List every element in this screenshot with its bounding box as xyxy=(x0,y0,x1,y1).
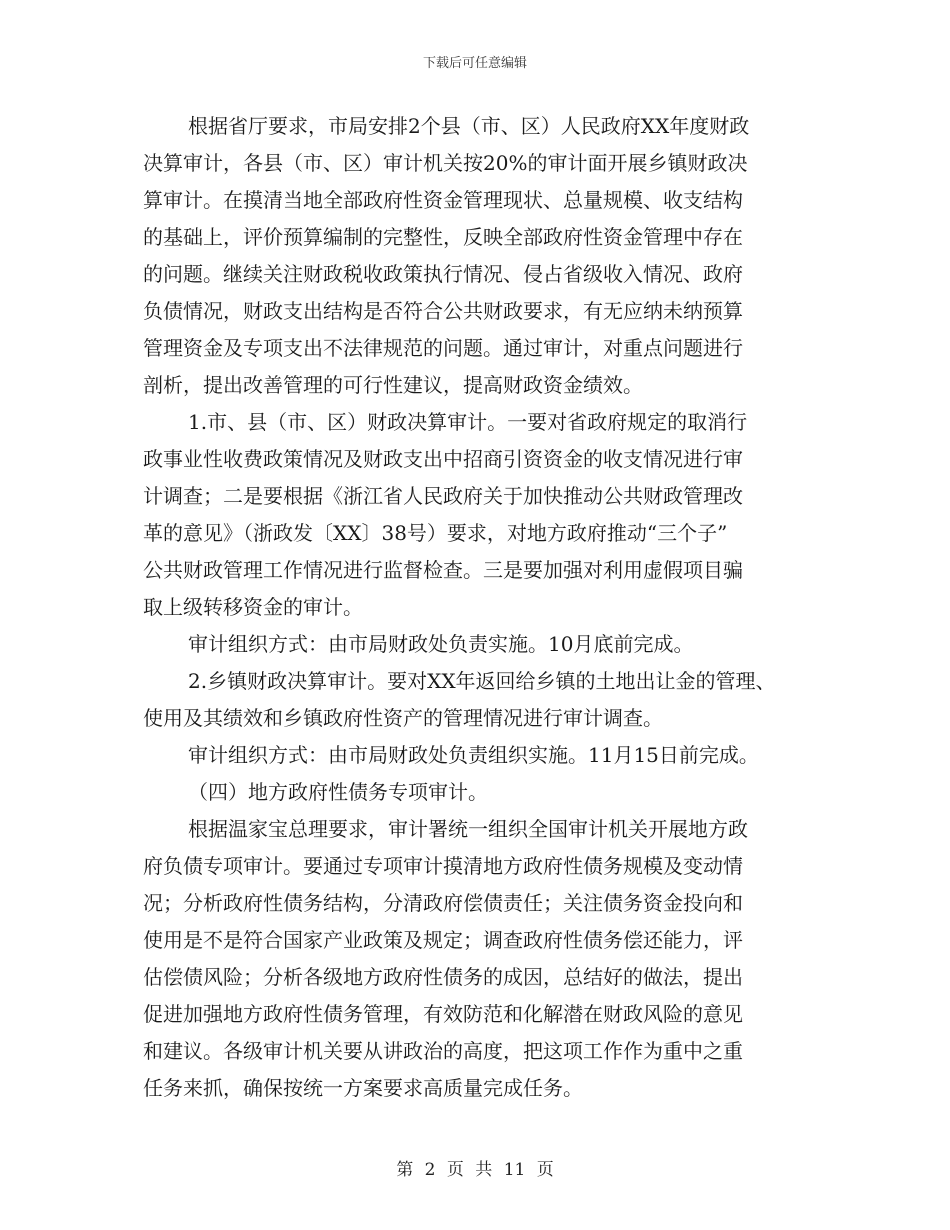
paragraph-line: 和建议。各级审计机关要从讲政治的高度，把这项工作作为重中之重 xyxy=(143,1039,743,1063)
paragraph-line: 1.市、县（市、区）财政决算审计。一要对省政府规定的取消行 xyxy=(188,410,748,434)
paragraph-line: 的基础上，评价预算编制的完整性，反映全部政府性资金管理中存在 xyxy=(143,225,743,249)
paragraph-line: 剖析，提出改善管理的可行性建议，提高财政资金绩效。 xyxy=(143,373,643,397)
paragraph-line: 负债情况，财政支出结构是否符合公共财政要求，有无应纳未纳预算 xyxy=(143,299,743,323)
paragraph-line: 府负债专项审计。要通过专项审计摸清地方政府性债务规模及变动情 xyxy=(143,854,743,878)
paragraph-line: 任务来抓，确保按统一方案要求高质量完成任务。 xyxy=(143,1076,583,1100)
paragraph-line: 的问题。继续关注财政税收政策执行情况、侵占省级收入情况、政府 xyxy=(143,262,743,286)
paragraph-line: 况；分析政府性债务结构，分清政府偿债责任；关注债务资金投向和 xyxy=(143,891,743,915)
paragraph-line: 算审计。在摸清当地全部政府性资金管理现状、总量规模、收支结构 xyxy=(143,188,743,212)
paragraph-line: 审计组织方式：由市局财政处负责组织实施。11月15日前完成。 xyxy=(188,743,759,767)
paragraph-line: 政事业性收费政策情况及财政支出中招商引资资金的收支情况进行审 xyxy=(143,447,743,471)
paragraph-line: 促进加强地方政府性债务管理，有效防范和化解潜在财政风险的意见 xyxy=(143,1002,743,1026)
section-heading: （四）地方政府性债务专项审计。 xyxy=(188,780,488,804)
paragraph-line: 公共财政管理工作情况进行监督检查。三是要加强对利用虚假项目骗 xyxy=(143,558,743,582)
paragraph-line: 取上级转移资金的审计。 xyxy=(143,595,363,619)
paragraph-line: 估偿债风险；分析各级地方政府性债务的成因，总结好的做法，提出 xyxy=(143,965,743,989)
page-number: 第 2 页 共 11 页 xyxy=(396,1160,554,1180)
paragraph-line: 革的意见》（浙政发〔XX〕38号）要求，对地方政府推动“三个子” xyxy=(143,521,728,545)
document-body xyxy=(143,108,813,1107)
paragraph-line: 根据省厅要求，市局安排2个县（市、区）人民政府XX年度财政 xyxy=(188,114,750,138)
paragraph-line: 审计组织方式：由市局财政处负责实施。10月底前完成。 xyxy=(188,632,694,656)
paragraph-line: 根据温家宝总理要求，审计署统一组织全国审计机关开展地方政 xyxy=(188,817,748,841)
paragraph-line: 计调查；二是要根据《浙江省人民政府关于加快推动公共财政管理改 xyxy=(143,484,743,508)
paragraph-line: 管理资金及专项支出不法律规范的问题。通过审计，对重点问题进行 xyxy=(143,336,743,360)
page-header: 下载后可任意编辑 xyxy=(422,56,527,71)
paragraph-line: 使用是不是符合国家产业政策及规定；调查政府性债务偿还能力，评 xyxy=(143,928,743,952)
paragraph-line: 使用及其绩效和乡镇政府性资产的管理情况进行审计调查。 xyxy=(143,706,663,730)
paragraph-line: 2.乡镇财政决算审计。要对XX年返回给乡镇的土地出让金的管理、 xyxy=(188,669,776,693)
paragraph-line: 决算审计，各县（市、区）审计机关按20%的审计面开展乡镇财政决 xyxy=(143,151,748,175)
